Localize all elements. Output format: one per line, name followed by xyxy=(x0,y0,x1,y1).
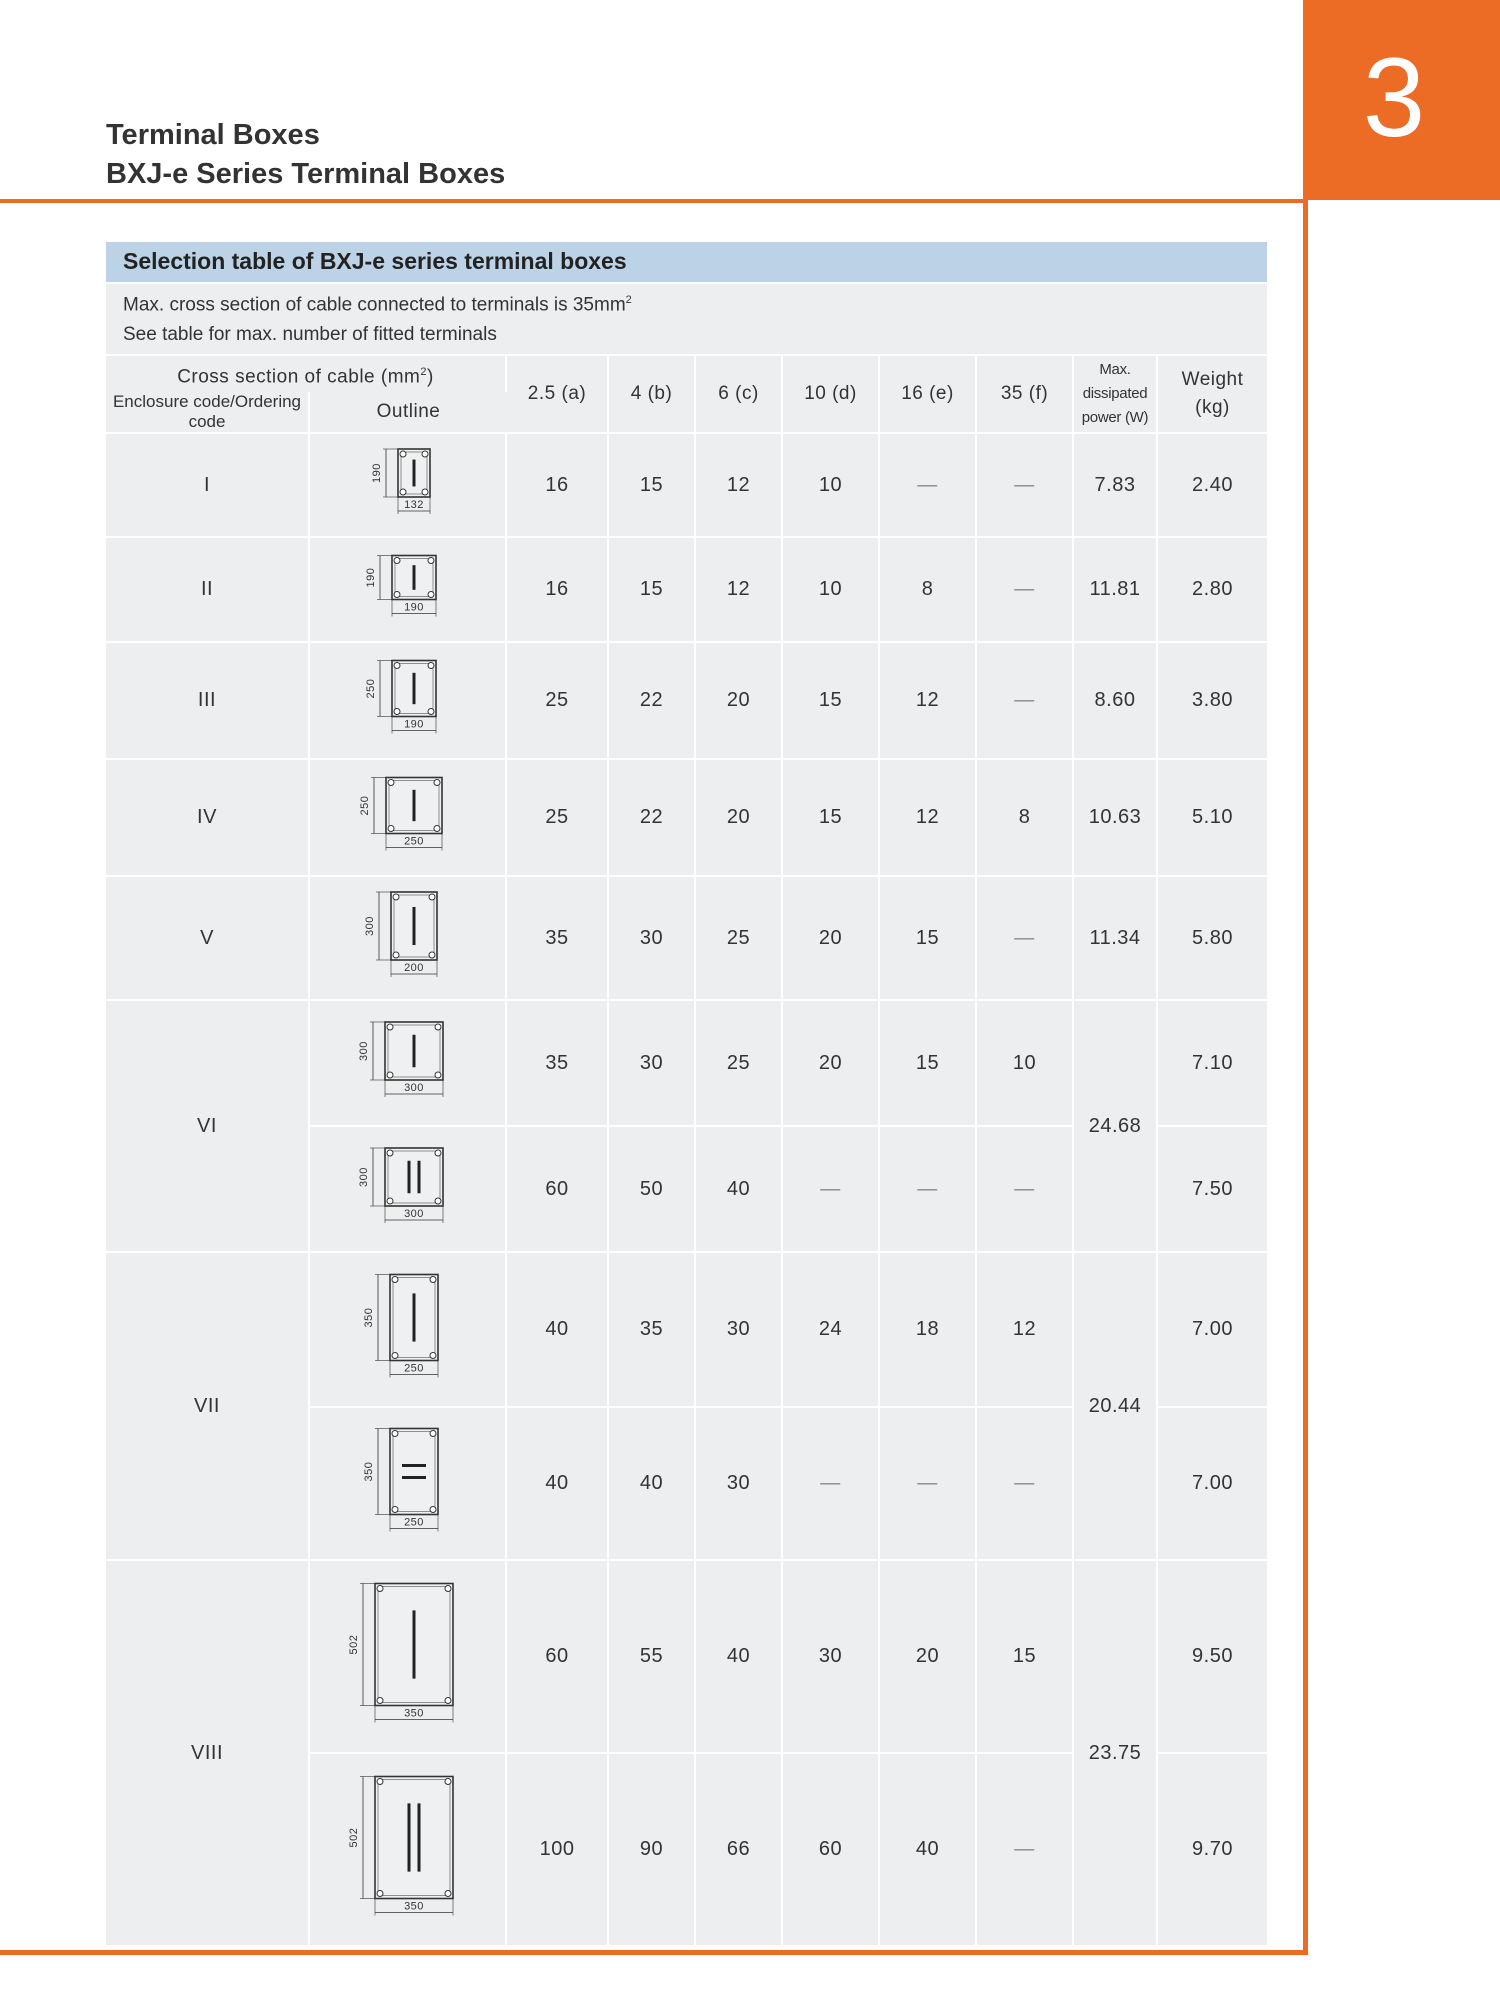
terminal-count-cell: 25 xyxy=(696,877,783,1001)
size-header-d: 10 (d) xyxy=(783,356,880,434)
screw-icon xyxy=(429,894,435,900)
dissipated-power-cell: 7.83 xyxy=(1074,434,1158,538)
enclosure-outline-drawing xyxy=(318,538,498,635)
enclosure-outline-drawing xyxy=(318,877,498,993)
screw-icon xyxy=(430,1353,436,1359)
terminal-count-cell: 15 xyxy=(880,1001,977,1127)
height-dimension-label: 350 xyxy=(362,1461,375,1482)
enclosure-code: VIII xyxy=(106,1561,310,1947)
screw-icon xyxy=(387,1024,393,1030)
terminal-count-cell: 16 xyxy=(507,538,609,643)
screw-icon xyxy=(435,1072,441,1078)
bottom-rule xyxy=(0,1950,1308,1955)
weight-cell: 3.80 xyxy=(1158,643,1267,760)
note-line-2: See table for max. number of fitted terminals xyxy=(123,324,497,345)
outline-cell xyxy=(310,1253,507,1408)
terminal-count-cell: 60 xyxy=(507,1561,609,1754)
size-header-b: 4 (b) xyxy=(609,356,696,434)
width-dimension-label: 350 xyxy=(403,1900,424,1913)
screw-icon xyxy=(430,1507,436,1513)
screw-icon xyxy=(387,1198,393,1204)
table-row xyxy=(106,434,1267,538)
outline-cell xyxy=(310,538,507,643)
screw-icon xyxy=(435,1198,441,1204)
terminal-count-cell: 30 xyxy=(609,877,696,1001)
terminal-count-cell: 20 xyxy=(783,1001,880,1127)
screw-icon xyxy=(377,1586,383,1592)
terminal-count-cell: 8 xyxy=(880,538,977,643)
dissipated-power-cell: 24.68 xyxy=(1074,1001,1158,1253)
screw-icon xyxy=(392,1431,398,1437)
terminal-count-cell: 50 xyxy=(609,1127,696,1253)
terminal-count-cell: 18 xyxy=(880,1253,977,1408)
outline-cell xyxy=(310,1408,507,1561)
terminal-count-cell: 35 xyxy=(507,1001,609,1127)
screw-icon xyxy=(394,592,400,598)
size-header-c: 6 (c) xyxy=(696,356,783,434)
terminal-count-cell: 30 xyxy=(609,1001,696,1127)
terminal-count-cell: — xyxy=(880,1127,977,1253)
outline-cell xyxy=(310,877,507,1001)
table-row xyxy=(106,1561,1267,1754)
enclosure-code: V xyxy=(106,877,310,1001)
terminal-count-cell: 25 xyxy=(696,1001,783,1127)
screw-icon xyxy=(392,1507,398,1513)
terminal-count-cell: 20 xyxy=(783,877,880,1001)
screw-icon xyxy=(377,1779,383,1785)
screw-icon xyxy=(434,826,440,832)
width-dimension-label: 250 xyxy=(403,1516,424,1529)
enclosure-code: VI xyxy=(106,1001,310,1253)
outline-cell xyxy=(310,434,507,538)
title-line-1: Terminal Boxes xyxy=(106,119,320,151)
terminal-count-cell: 40 xyxy=(507,1408,609,1561)
terminal-count-cell: 25 xyxy=(507,760,609,877)
screw-icon xyxy=(394,663,400,669)
top-rule xyxy=(0,199,1303,203)
height-dimension-label: 300 xyxy=(363,916,376,936)
outline-cell xyxy=(310,1127,507,1253)
screw-icon xyxy=(445,1586,451,1592)
weight-cell: 7.00 xyxy=(1158,1253,1267,1408)
enclosure-outline-drawing xyxy=(318,1127,498,1245)
terminal-count-cell: 90 xyxy=(609,1754,696,1947)
weight-cell: 7.50 xyxy=(1158,1127,1267,1253)
screw-icon xyxy=(388,780,394,786)
table-row xyxy=(106,877,1267,1001)
terminal-count-cell: 20 xyxy=(696,643,783,760)
outline-cell xyxy=(310,1001,507,1127)
weight-cell: 5.80 xyxy=(1158,877,1267,1001)
screw-icon xyxy=(428,709,434,715)
enclosure-code: II xyxy=(106,538,310,643)
terminal-count-cell: — xyxy=(783,1127,880,1253)
terminal-count-cell: 15 xyxy=(609,538,696,643)
enclosure-outline-drawing xyxy=(318,1408,498,1553)
terminal-count-cell: 100 xyxy=(507,1754,609,1947)
enclosure-outline-drawing xyxy=(318,1754,498,1939)
terminal-count-cell: 60 xyxy=(783,1754,880,1947)
terminal-count-cell: 15 xyxy=(783,643,880,760)
enclosure-header: Enclosure code/Ordering code xyxy=(106,392,310,434)
height-dimension-label: 190 xyxy=(364,567,377,588)
width-dimension-label: 250 xyxy=(403,835,424,848)
dissipated-power-cell: 11.34 xyxy=(1074,877,1158,1001)
table-row xyxy=(106,643,1267,760)
weight-cell: 7.10 xyxy=(1158,1001,1267,1127)
outline-cell xyxy=(310,760,507,877)
screw-icon xyxy=(422,451,428,457)
enclosure-code: IV xyxy=(106,760,310,877)
outline-cell xyxy=(310,643,507,760)
enclosure-outline-drawing xyxy=(318,1253,498,1400)
enclosure-box xyxy=(390,1429,438,1515)
screw-icon xyxy=(428,558,434,564)
terminal-count-cell: 30 xyxy=(696,1408,783,1561)
terminal-count-cell: — xyxy=(977,877,1074,1001)
width-dimension-label: 350 xyxy=(403,1707,424,1720)
table-title: Selection table of BXJ-e series terminal boxes xyxy=(123,248,627,274)
weight-cell: 7.00 xyxy=(1158,1408,1267,1561)
enclosure-outline-drawing xyxy=(318,1001,498,1119)
terminal-count-cell: 30 xyxy=(696,1253,783,1408)
table-notes xyxy=(106,284,1267,354)
enclosure-outline-drawing xyxy=(318,434,498,530)
terminal-count-cell: 60 xyxy=(507,1127,609,1253)
screw-icon xyxy=(445,1698,451,1704)
dissipated-power-cell: 11.81 xyxy=(1074,538,1158,643)
screw-icon xyxy=(429,952,435,958)
screw-icon xyxy=(400,489,406,495)
terminal-count-cell: 22 xyxy=(609,760,696,877)
terminal-count-cell: 10 xyxy=(783,434,880,538)
terminal-count-cell: 12 xyxy=(880,760,977,877)
terminal-count-cell: — xyxy=(783,1408,880,1561)
height-dimension-label: 190 xyxy=(370,463,383,483)
width-dimension-label: 132 xyxy=(403,499,424,511)
width-dimension-label: 250 xyxy=(403,1362,424,1375)
screw-icon xyxy=(434,780,440,786)
weight-cell: 9.70 xyxy=(1158,1754,1267,1947)
weight-cell: 2.40 xyxy=(1158,434,1267,538)
table-row xyxy=(106,1253,1267,1408)
height-dimension-label: 502 xyxy=(347,1827,360,1848)
terminal-count-cell: 40 xyxy=(880,1754,977,1947)
terminal-count-cell: 25 xyxy=(507,643,609,760)
width-dimension-label: 190 xyxy=(403,718,424,731)
width-dimension-label: 300 xyxy=(403,1082,424,1094)
outline-cell xyxy=(310,1754,507,1947)
screw-icon xyxy=(430,1277,436,1283)
terminal-count-cell: 20 xyxy=(880,1561,977,1754)
terminal-count-cell: 35 xyxy=(507,877,609,1001)
screw-icon xyxy=(422,489,428,495)
table-row xyxy=(106,538,1267,643)
screw-icon xyxy=(394,558,400,564)
enclosure-box xyxy=(385,1148,443,1206)
terminal-count-cell: 40 xyxy=(507,1253,609,1408)
enclosure-code: III xyxy=(106,643,310,760)
screw-icon xyxy=(377,1698,383,1704)
terminal-count-cell: — xyxy=(880,434,977,538)
outline-header: Outline xyxy=(310,392,507,434)
weight-cell: 5.10 xyxy=(1158,760,1267,877)
dissipated-power-cell: 8.60 xyxy=(1074,643,1158,760)
terminal-count-cell: 55 xyxy=(609,1561,696,1754)
note-line-1: Max. cross section of cable connected to terminals is $35mm^2$ xyxy=(123,294,632,316)
screw-icon xyxy=(388,826,394,832)
screw-icon xyxy=(430,1431,436,1437)
terminal-count-cell: 30 xyxy=(783,1561,880,1754)
weight-cell: 9.50 xyxy=(1158,1561,1267,1754)
terminal-count-cell: 35 xyxy=(609,1253,696,1408)
width-dimension-label: 200 xyxy=(403,962,424,974)
width-dimension-label: 190 xyxy=(403,601,424,614)
terminal-count-cell: — xyxy=(977,434,1074,538)
width-dimension-label: 300 xyxy=(403,1208,424,1220)
terminal-count-cell: 10 xyxy=(977,1001,1074,1127)
size-header-e: 16 (e) xyxy=(880,356,977,434)
weight-header: Weight (kg) xyxy=(1158,356,1267,434)
screw-icon xyxy=(392,1353,398,1359)
table-row xyxy=(106,1001,1267,1127)
screw-icon xyxy=(428,592,434,598)
enclosure-outline-drawing xyxy=(318,760,498,869)
terminal-count-cell: 40 xyxy=(696,1127,783,1253)
screw-icon xyxy=(435,1150,441,1156)
terminal-count-cell: 15 xyxy=(783,760,880,877)
screw-icon xyxy=(377,1891,383,1897)
table-row xyxy=(106,760,1267,877)
terminal-count-cell: 22 xyxy=(609,643,696,760)
terminal-count-cell: 40 xyxy=(696,1561,783,1754)
right-rule xyxy=(1303,199,1308,1955)
enclosure-code: VII xyxy=(106,1253,310,1561)
screw-icon xyxy=(428,663,434,669)
terminal-count-cell: 12 xyxy=(696,538,783,643)
size-header-a: 2.5 (a) xyxy=(507,356,609,434)
terminal-count-cell: 12 xyxy=(977,1253,1074,1408)
weight-cell: 2.80 xyxy=(1158,538,1267,643)
terminal-count-cell: 20 xyxy=(696,760,783,877)
outline-cell xyxy=(310,1561,507,1754)
terminal-count-cell: — xyxy=(977,538,1074,643)
terminal-count-cell: 66 xyxy=(696,1754,783,1947)
terminal-count-cell: 12 xyxy=(696,434,783,538)
terminal-count-cell: 8 xyxy=(977,760,1074,877)
height-dimension-label: 300 xyxy=(357,1167,370,1187)
terminal-count-cell: — xyxy=(977,1127,1074,1253)
height-dimension-label: 350 xyxy=(362,1307,375,1328)
selection-table xyxy=(106,356,1267,1947)
size-header-f: 35 (f) xyxy=(977,356,1074,434)
terminal-count-cell: — xyxy=(977,643,1074,760)
terminal-count-cell: — xyxy=(977,1408,1074,1561)
terminal-count-cell: 15 xyxy=(977,1561,1074,1754)
screw-icon xyxy=(445,1891,451,1897)
terminal-count-cell: — xyxy=(880,1408,977,1561)
terminal-count-cell: 24 xyxy=(783,1253,880,1408)
screw-icon xyxy=(387,1072,393,1078)
terminal-count-cell: — xyxy=(977,1754,1074,1947)
terminal-count-cell: 15 xyxy=(880,877,977,1001)
screw-icon xyxy=(387,1150,393,1156)
power-header: Max. dissipated power (W) xyxy=(1074,356,1158,434)
dissipated-power-cell: 20.44 xyxy=(1074,1253,1158,1561)
screw-icon xyxy=(393,952,399,958)
dissipated-power-cell: 23.75 xyxy=(1074,1561,1158,1947)
page-title xyxy=(106,116,505,194)
table-title-bar xyxy=(106,242,1267,282)
terminal-count-cell: 10 xyxy=(783,538,880,643)
terminal-count-cell: 15 xyxy=(609,434,696,538)
screw-icon xyxy=(400,451,406,457)
height-dimension-label: 250 xyxy=(364,678,377,699)
enclosure-outline-drawing xyxy=(318,1561,498,1746)
enclosure-box xyxy=(375,1777,453,1899)
screw-icon xyxy=(394,709,400,715)
height-dimension-label: 502 xyxy=(347,1634,360,1655)
terminal-count-cell: 16 xyxy=(507,434,609,538)
cross-section-header: Cross section of cable $(mm^2)$ xyxy=(106,356,507,392)
screw-icon xyxy=(393,894,399,900)
title-line-2: BXJ-e Series Terminal Boxes xyxy=(106,158,506,191)
screw-icon xyxy=(445,1779,451,1785)
chapter-number: 3 xyxy=(1362,35,1426,160)
screw-icon xyxy=(392,1277,398,1283)
enclosure-code: I xyxy=(106,434,310,538)
height-dimension-label: 250 xyxy=(358,795,371,816)
dissipated-power-cell: 10.63 xyxy=(1074,760,1158,877)
terminal-count-cell: 12 xyxy=(880,643,977,760)
terminal-count-cell: 40 xyxy=(609,1408,696,1561)
screw-icon xyxy=(435,1024,441,1030)
enclosure-outline-drawing xyxy=(318,643,498,752)
height-dimension-label: 300 xyxy=(357,1041,370,1061)
